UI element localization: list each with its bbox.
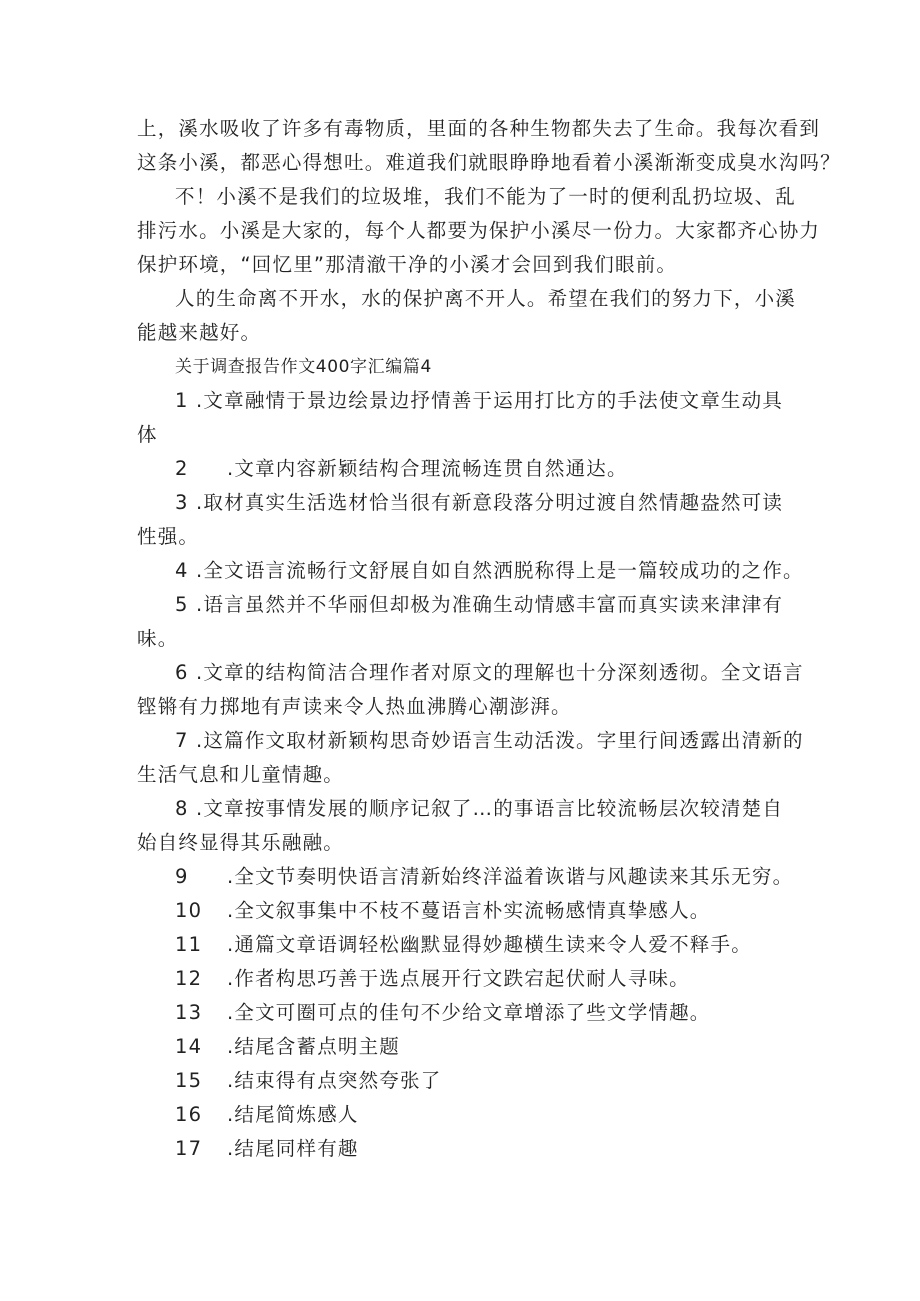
item-text: .通篇文章语调轻松幽默显得妙趣横生读来令人爱不释手。 (227, 933, 752, 956)
list-item (175, 554, 804, 588)
item-text: .取材真实生活选材恰当很有新意段落分明过渡自然情趣盎然可读 (196, 491, 784, 514)
list-item (175, 928, 752, 962)
item-number: 2 (175, 457, 189, 480)
item-number: 12 (175, 967, 203, 990)
paragraph-1-line-1: 上，溪水吸收了许多有毒物质，里面的各种生物都失去了生命。我每次看到 (137, 117, 821, 140)
list-item (175, 656, 804, 690)
item-number: 13 (175, 1001, 203, 1024)
item-text: .结尾含蓄点明主题 (227, 1035, 400, 1058)
item-text: .结尾简炼感人 (227, 1103, 359, 1126)
paragraph-3-line-1: 人的生命离不开水，水的保护离不开人。希望在我们的努力下，小溪 (175, 287, 797, 310)
item-number: 10 (175, 899, 203, 922)
item-continuation: 性强。 (137, 525, 200, 548)
list-item (175, 452, 628, 486)
item-continuation: 体 (137, 423, 158, 446)
list-item (175, 962, 690, 996)
item-text: .结尾同样有趣 (227, 1137, 359, 1160)
list-item (175, 1132, 359, 1166)
list-item (175, 860, 793, 894)
item-text: .全文可圈可点的佳句不少给文章增添了些文学情趣。 (227, 1001, 711, 1024)
section-title: 关于调查报告作文400字汇编篇4 (175, 357, 432, 377)
item-number: 3 (175, 491, 189, 514)
item-continuation: 始自终显得其乐融融。 (137, 831, 345, 854)
item-number: 16 (175, 1103, 203, 1126)
paragraph-2-line-3: 保护环境，“回忆里”那清澈干净的小溪才会回到我们眼前。 (137, 253, 678, 276)
item-text: .结束得有点突然夸张了 (227, 1069, 442, 1092)
list-item (175, 486, 783, 520)
paragraph-2-line-2: 排污水。小溪是大家的，每个人都要为保护小溪尽一份力。大家都齐心协力 (137, 219, 821, 242)
item-text: .文章的结构简洁合理作者对原文的理解也十分深刻透彻。全文语言 (196, 661, 804, 684)
item-text: .全文语言流畅行文舒展自如自然洒脱称得上是一篇较成功的之作。 (196, 559, 804, 582)
item-number: 4 (175, 559, 189, 582)
list-item (175, 792, 783, 826)
paragraph-2-line-1: 不！小溪不是我们的垃圾堆，我们不能为了一时的便利乱扔垃圾、乱 (175, 185, 797, 208)
list-item (175, 588, 783, 622)
item-text: .全文节奏明快语言清新始终洋溢着诙谐与风趣读来其乐无穷。 (227, 865, 794, 888)
list-item (175, 1030, 400, 1064)
list-item (175, 1098, 359, 1132)
item-text: .作者构思巧善于选点展开行文跌宕起伏耐人寻味。 (227, 967, 690, 990)
item-continuation: 铿锵有力掷地有声读来令人热血沸腾心潮澎湃。 (137, 695, 572, 718)
item-number: 1 (175, 389, 189, 412)
item-text: .文章内容新颖结构合理流畅连贯自然通达。 (227, 457, 628, 480)
item-number: 11 (175, 933, 203, 956)
item-number: 7 (175, 729, 189, 752)
list-item (175, 724, 804, 758)
item-number: 14 (175, 1035, 203, 1058)
item-number: 5 (175, 593, 189, 616)
list-item (175, 996, 711, 1030)
item-number: 9 (175, 865, 189, 888)
item-text: .这篇作文取材新颖构思奇妙语言生动活泼。字里行间透露出清新的 (196, 729, 804, 752)
paragraph-3-line-2: 能越来越好。 (137, 321, 262, 344)
list-item (175, 384, 783, 418)
item-text: .文章按事情发展的顺序记叙了…的事语言比较流畅层次较清楚自 (196, 797, 784, 820)
item-number: 8 (175, 797, 189, 820)
item-number: 15 (175, 1069, 203, 1092)
list-item (175, 1064, 441, 1098)
item-continuation: 生活气息和儿童情趣。 (137, 763, 345, 786)
item-text: .文章融情于景边绘景边抒情善于运用打比方的手法使文章生动具 (196, 389, 784, 412)
item-text: .语言虽然并不华丽但却极为准确生动情感丰富而真实读来津津有 (196, 593, 784, 616)
paragraph-1-line-2: 这条小溪，都恶心得想吐。难道我们就眼睁睁地看着小溪渐渐变成臭水沟吗？ (137, 151, 841, 174)
item-number: 17 (175, 1137, 203, 1160)
list-item (175, 894, 711, 928)
item-number: 6 (175, 661, 189, 684)
item-continuation: 味。 (137, 627, 179, 650)
item-text: .全文叙事集中不枝不蔓语言朴实流畅感情真挚感人。 (227, 899, 711, 922)
